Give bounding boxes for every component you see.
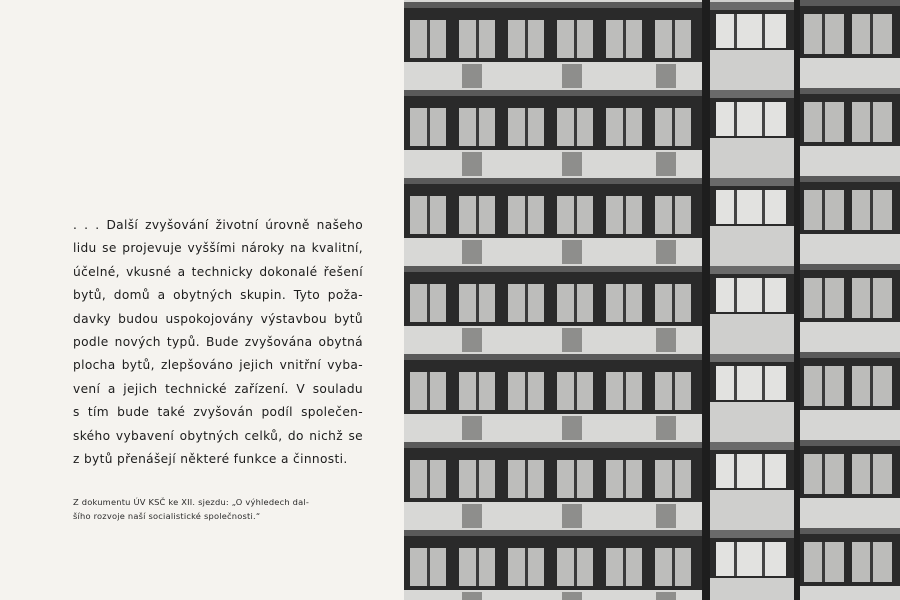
balcony-parapet [404, 0, 704, 2]
slab-shadow [800, 440, 900, 446]
window-mullion [525, 548, 528, 586]
window-mullion [574, 20, 577, 58]
balcony-railing [462, 240, 482, 264]
quote-line: davky budou uspokojovány výstavbou bytů [73, 311, 363, 326]
window-mullion [822, 14, 825, 54]
window-mullion [574, 372, 577, 410]
quote-line: bytů, domů a obytných skupin. Tyto poža- [73, 288, 363, 303]
balcony-railing [462, 152, 482, 176]
window-mullion [623, 20, 626, 58]
window-mullion [574, 196, 577, 234]
slab-shadow [404, 354, 704, 360]
window [716, 278, 786, 312]
balcony-railing [656, 504, 676, 528]
window-mullion [476, 284, 479, 322]
slab-shadow [710, 90, 794, 98]
window-mullion [427, 284, 430, 322]
balcony-parapet [800, 322, 900, 352]
balcony-railing [562, 416, 582, 440]
quote-line: plocha bytů, zlepšováno jejich vnitřní vyba- [73, 358, 363, 373]
window-mullion [822, 454, 825, 494]
balcony-railing [462, 328, 482, 352]
balcony-railing [462, 64, 482, 88]
window [716, 14, 786, 48]
window-mullion [672, 284, 675, 322]
wall-panel [710, 402, 794, 442]
window-mullion [427, 460, 430, 498]
balcony-railing [462, 592, 482, 600]
slab-shadow [800, 0, 900, 6]
balcony-railing [656, 416, 676, 440]
slab-shadow [404, 266, 704, 272]
balcony-railing [562, 592, 582, 600]
balcony-railing [562, 504, 582, 528]
quote-paragraph [73, 214, 363, 471]
balcony-railing [656, 152, 676, 176]
quote-line: vení a jejich technické zařízení. V souladu [73, 381, 363, 396]
slab-shadow [404, 90, 704, 96]
text-page [0, 0, 404, 600]
slab-shadow [710, 266, 794, 274]
slab-shadow [710, 2, 794, 10]
wall-panel [710, 226, 794, 266]
window-mullion [762, 102, 765, 136]
window-mullion [476, 548, 479, 586]
window [716, 454, 786, 488]
window-mullion [623, 548, 626, 586]
window-mullion [734, 454, 737, 488]
balcony-railing [562, 152, 582, 176]
window-mullion [734, 278, 737, 312]
slab-shadow [404, 530, 704, 536]
window-mullion [427, 108, 430, 146]
balcony-railing [562, 64, 582, 88]
window-mullion [623, 460, 626, 498]
window-mullion [623, 108, 626, 146]
wall-panel [710, 490, 794, 530]
window-mullion [822, 366, 825, 406]
window-mullion [672, 372, 675, 410]
balcony-parapet [800, 498, 900, 528]
source-line: šího rozvoje naší socialistické společnosti.“ [73, 511, 261, 521]
source-line: Z dokumentu ÚV KSČ ke XII. sjezdu: „O výhledech dal- [73, 497, 310, 507]
window-mullion [525, 196, 528, 234]
window-mullion [762, 14, 765, 48]
window-mullion [623, 196, 626, 234]
balcony-parapet [800, 58, 900, 88]
window-mullion [623, 284, 626, 322]
slab-shadow [404, 2, 704, 8]
facade-illustration [404, 0, 900, 600]
balcony-railing [656, 64, 676, 88]
window-mullion [762, 278, 765, 312]
window-mullion [427, 372, 430, 410]
slab-shadow [710, 442, 794, 450]
balcony-railing [656, 240, 676, 264]
window [716, 102, 786, 136]
balcony-parapet [800, 586, 900, 600]
wall-panel [710, 314, 794, 354]
slab-shadow [404, 178, 704, 184]
slab-shadow [800, 264, 900, 270]
window-mullion [822, 542, 825, 582]
slab-shadow [710, 178, 794, 186]
quote-line: z bytů přenášejí některé funkce a činnosti. [73, 452, 348, 467]
window-mullion [672, 196, 675, 234]
slab-shadow [800, 88, 900, 94]
quote-line: ského vybavení obytných celků, do nichž se [73, 428, 363, 443]
quote-line: podle nových typů. Bude zvyšována obytná [73, 335, 363, 350]
window-mullion [476, 108, 479, 146]
window-mullion [672, 548, 675, 586]
balcony-railing [562, 240, 582, 264]
wall-panel [710, 50, 794, 90]
quote-line: . . . Další zvyšování životní úrovně našeho [73, 218, 363, 232]
apartment-block-photo [404, 0, 900, 600]
balcony-parapet [800, 146, 900, 176]
window-mullion [672, 20, 675, 58]
window-mullion [870, 14, 873, 54]
window-mullion [734, 102, 737, 136]
window-mullion [672, 108, 675, 146]
window-mullion [525, 108, 528, 146]
window-mullion [822, 190, 825, 230]
source-citation [73, 495, 373, 523]
window-mullion [870, 454, 873, 494]
balcony-railing [462, 504, 482, 528]
window-mullion [623, 372, 626, 410]
window [716, 366, 786, 400]
slab-shadow [710, 354, 794, 362]
wall-panel [710, 0, 794, 2]
quote-line: lidu se projevuje vyššími nároky na kvalitní, [73, 241, 363, 256]
window-mullion [762, 366, 765, 400]
window-mullion [574, 548, 577, 586]
window-mullion [762, 542, 765, 576]
window-mullion [734, 366, 737, 400]
window-mullion [525, 284, 528, 322]
window-mullion [762, 190, 765, 224]
divider-wall [702, 0, 710, 600]
balcony-parapet [800, 234, 900, 264]
window-mullion [870, 278, 873, 318]
quote-line: účelné, vkusné a technicky dokonalé řešení [73, 264, 363, 279]
slab-shadow [800, 528, 900, 534]
window-mullion [476, 196, 479, 234]
balcony-railing [462, 416, 482, 440]
window-mullion [427, 548, 430, 586]
balcony-railing [656, 592, 676, 600]
window-mullion [870, 190, 873, 230]
window-mullion [870, 102, 873, 142]
wall-panel [710, 578, 794, 600]
window-mullion [822, 102, 825, 142]
balcony-railing [656, 328, 676, 352]
quote-line: s tím bude také zvyšován podíl společen- [73, 405, 363, 420]
window-mullion [427, 196, 430, 234]
window-mullion [574, 108, 577, 146]
window-mullion [427, 20, 430, 58]
window-mullion [476, 20, 479, 58]
window [716, 190, 786, 224]
window-mullion [476, 372, 479, 410]
window-mullion [574, 284, 577, 322]
slab-shadow [404, 442, 704, 448]
window [716, 542, 786, 576]
window-mullion [870, 366, 873, 406]
window-mullion [734, 542, 737, 576]
window-mullion [734, 190, 737, 224]
window-mullion [525, 20, 528, 58]
window-mullion [525, 372, 528, 410]
window-mullion [762, 454, 765, 488]
window-mullion [525, 460, 528, 498]
slab-shadow [800, 352, 900, 358]
wall-panel [710, 138, 794, 178]
window-mullion [672, 460, 675, 498]
window-mullion [822, 278, 825, 318]
window-mullion [870, 542, 873, 582]
balcony-parapet [800, 410, 900, 440]
slab-shadow [710, 530, 794, 538]
window-mullion [476, 460, 479, 498]
window-mullion [734, 14, 737, 48]
balcony-railing [562, 328, 582, 352]
slab-shadow [800, 176, 900, 182]
window-mullion [574, 460, 577, 498]
divider-wall [794, 0, 800, 600]
